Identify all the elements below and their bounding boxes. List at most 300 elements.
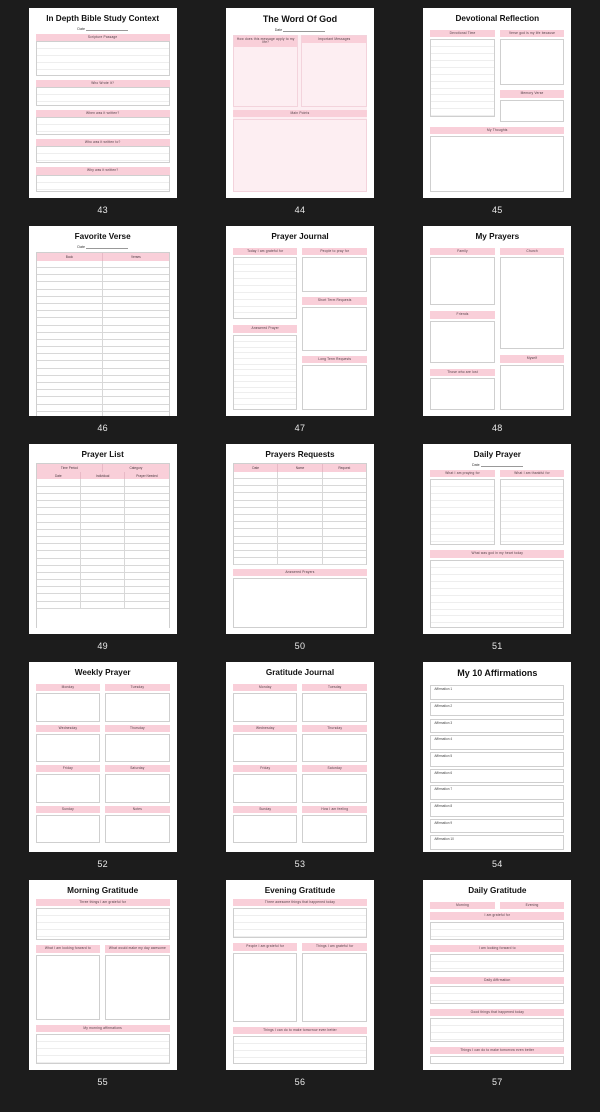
day-box[interactable] [233,815,298,843]
table-cell[interactable] [81,508,125,514]
memory-verse-box[interactable] [500,100,565,122]
writing-box[interactable] [36,908,170,940]
table-cell[interactable] [234,537,278,543]
table-row[interactable] [37,268,169,275]
table-row[interactable] [234,522,366,529]
table-row[interactable] [37,523,169,530]
gratitude-box-2[interactable] [430,954,564,972]
table-cell[interactable] [81,559,125,565]
top-row [430,30,564,121]
table-cell[interactable] [81,580,125,586]
table-row[interactable] [234,558,366,565]
affirmation-input[interactable] [431,791,563,799]
table-cell[interactable] [103,282,169,288]
affirmation-row[interactable] [430,719,564,734]
table-row[interactable] [234,537,366,544]
affirmation-row[interactable] [430,702,564,717]
table-cell[interactable] [37,551,81,557]
table-cell[interactable] [103,297,169,303]
day-box[interactable] [105,693,170,721]
myself-box[interactable] [500,365,565,410]
table-cell[interactable] [323,551,366,557]
table-row[interactable] [37,376,169,383]
affirmation-input[interactable] [431,741,563,749]
table-row[interactable] [37,580,169,587]
table-row[interactable] [37,487,169,494]
affirmation-label: Affirmation 3 [434,720,453,725]
writing-box[interactable] [36,175,170,192]
table-cell[interactable] [125,544,168,550]
table-cell[interactable] [103,268,169,274]
table-cell[interactable] [103,318,169,324]
table-cell[interactable] [125,537,168,543]
table-row[interactable] [37,494,169,501]
writing-box[interactable] [430,479,495,545]
table-cell[interactable] [323,529,366,535]
table-cell[interactable] [37,397,104,403]
day-row [36,684,170,721]
table-cell[interactable] [323,486,366,492]
table-cell[interactable] [125,559,168,565]
day-box[interactable] [302,815,367,843]
table-cell[interactable] [37,523,81,529]
table-cell[interactable] [103,405,169,411]
table-cell[interactable] [278,486,322,492]
table-cell[interactable] [81,587,125,593]
table-cell[interactable] [37,347,104,353]
table-row[interactable] [234,508,366,515]
table-row[interactable] [234,515,366,522]
people-box[interactable] [302,257,367,292]
table-cell[interactable] [234,544,278,550]
table-cell[interactable] [37,304,104,310]
table-cell[interactable] [278,544,322,550]
table-cell[interactable] [37,369,104,375]
section-bar: Long Term Requests [302,356,367,363]
gratitude-box-4[interactable] [430,1018,564,1042]
page-cell [10,8,195,226]
notes-box[interactable] [500,39,565,85]
day-cell [302,806,367,843]
left-col [430,248,495,410]
gratitude-box-5[interactable] [430,1056,564,1064]
table-cell[interactable] [103,347,169,353]
table-row[interactable] [37,405,169,412]
table-cell[interactable] [37,494,81,500]
day-box[interactable] [105,774,170,802]
affirmation-row[interactable] [430,735,564,750]
date-underline[interactable] [86,27,128,31]
table-cell[interactable] [37,261,104,267]
table-cell[interactable] [37,537,81,543]
affirmation-row[interactable] [430,802,564,817]
table-cell[interactable] [103,369,169,375]
table-row[interactable] [37,347,169,354]
table-cell[interactable] [323,493,366,499]
table-cell[interactable] [125,566,168,572]
table-cell[interactable] [323,501,366,507]
day-box[interactable] [302,693,367,721]
table-row[interactable] [37,530,169,537]
table-cell[interactable] [103,311,169,317]
answered-prayers-box[interactable] [233,578,367,628]
table-row[interactable] [37,479,169,486]
table-cell[interactable] [125,494,168,500]
table-row[interactable] [37,515,169,522]
table-row[interactable] [234,551,366,558]
writing-box[interactable] [36,117,170,134]
church-box[interactable] [500,257,565,349]
table-cell[interactable] [81,566,125,572]
table-cell[interactable] [278,493,322,499]
table-cell[interactable] [37,282,104,288]
table-cell[interactable] [323,472,366,478]
table-cell[interactable] [37,515,81,521]
table-row[interactable] [37,602,169,609]
table-cell[interactable] [37,479,81,485]
table-cell[interactable] [323,537,366,543]
affirmation-input[interactable] [431,825,563,833]
table-cell[interactable] [323,479,366,485]
table-cell[interactable] [103,354,169,360]
table-cell[interactable] [125,594,168,600]
table-cell[interactable] [37,297,104,303]
day-box[interactable] [105,815,170,843]
table-cell[interactable] [81,487,125,493]
table-cell[interactable] [37,376,104,382]
table-cell[interactable] [125,515,168,521]
table-cell[interactable] [234,486,278,492]
table-cell[interactable] [37,383,104,389]
affirmation-input[interactable] [431,708,563,716]
page-title: Devotional Reflection [455,14,540,23]
writing-box[interactable] [233,908,367,938]
table-cell[interactable] [125,580,168,586]
table-cell[interactable] [103,304,169,310]
day-box[interactable] [36,774,101,802]
table-cell[interactable] [323,558,366,564]
table-cell[interactable] [278,551,322,557]
table-cell[interactable] [125,501,168,507]
table-cell[interactable] [323,522,366,528]
day-box[interactable] [36,815,101,843]
table-row[interactable] [37,318,169,325]
day-box[interactable] [302,774,367,802]
table-row[interactable] [234,493,366,500]
day-box[interactable] [233,734,298,762]
affirmation-list [430,685,564,852]
table-row[interactable] [37,594,169,601]
table-row[interactable] [37,282,169,289]
table-row[interactable] [234,472,366,479]
table-cell[interactable] [37,487,81,493]
table-row[interactable] [234,544,366,551]
table-cell[interactable] [323,544,366,550]
affirmation-input[interactable] [431,758,563,766]
date-line [36,27,170,31]
page-cell [207,662,392,880]
table-row[interactable] [37,340,169,347]
table-cell[interactable] [37,333,104,339]
table-cell[interactable] [37,275,104,281]
page-number: 52 [97,859,108,869]
section-bar: Thursday [302,725,367,732]
table-cell[interactable] [234,479,278,485]
day-box[interactable] [302,734,367,762]
affirmation-input[interactable] [431,775,563,783]
things-box[interactable] [302,953,367,1022]
table-cell[interactable] [37,559,81,565]
day-box[interactable] [233,774,298,802]
table-cell[interactable] [125,530,168,536]
table-cell[interactable] [37,268,104,274]
table-cell[interactable] [37,311,104,317]
people-box[interactable] [233,953,298,1022]
table-cell[interactable] [234,551,278,557]
table-cell[interactable] [81,594,125,600]
affirmation-input[interactable] [431,691,563,699]
day-box[interactable] [36,734,101,762]
table-cell[interactable] [234,529,278,535]
writing-box[interactable] [36,146,170,163]
table-cell[interactable] [37,544,81,550]
body-row [430,248,564,410]
section-bar: Myself [500,355,565,362]
date-line [36,245,170,249]
date-underline[interactable] [283,28,325,32]
table-row[interactable] [37,297,169,304]
page-title: Prayer List [81,450,124,459]
table-cell[interactable] [234,558,278,564]
section-bar: Sunday [233,806,298,813]
table-row[interactable] [37,397,169,404]
table-row[interactable] [37,508,169,515]
long-term-box[interactable] [302,365,367,410]
table-row[interactable] [37,551,169,558]
table-row[interactable] [37,573,169,580]
table-cell[interactable] [81,515,125,521]
affirmation-row[interactable] [430,785,564,800]
column-2 [301,35,367,106]
table-cell[interactable] [37,340,104,346]
table-cell[interactable] [103,376,169,382]
affirmation-row[interactable] [430,835,564,850]
right-col [105,945,170,1019]
day-row [233,684,367,721]
heart-box[interactable] [430,560,564,628]
looking-forward-box[interactable] [36,955,101,1020]
table-cell[interactable] [81,551,125,557]
table-cell[interactable] [37,580,81,586]
writing-box[interactable] [430,39,495,117]
table-row[interactable] [37,290,169,297]
table-cell[interactable] [234,493,278,499]
table-row[interactable] [234,501,366,508]
table-cell[interactable] [278,522,322,528]
writing-box[interactable] [36,41,170,75]
table-cell[interactable] [37,390,104,396]
table-row[interactable] [37,587,169,594]
table-row[interactable] [37,390,169,397]
table-cell[interactable] [125,508,168,514]
table-cell[interactable] [81,501,125,507]
table-cell[interactable] [234,501,278,507]
section-bar: I am grateful for [430,912,564,919]
section-bar: How does this message apply to my life? [234,36,298,46]
affirmation-row[interactable] [430,685,564,700]
section-bar: Daily Affirmation [430,977,564,984]
table-cell[interactable] [37,405,104,411]
table-cell[interactable] [81,479,125,485]
table-row[interactable] [234,486,366,493]
table-cell[interactable] [278,472,322,478]
tomorrow-box[interactable] [233,1036,367,1064]
lost-box[interactable] [430,378,495,410]
table-cell[interactable] [125,573,168,579]
affirmation-input[interactable] [431,725,563,733]
affirmation-input[interactable] [431,808,563,816]
table-cell[interactable] [103,412,169,416]
table-cell[interactable] [81,530,125,536]
affirmation-input[interactable] [431,841,563,849]
table-cell[interactable] [125,587,168,593]
table-row[interactable] [37,261,169,268]
table-cell[interactable] [234,508,278,514]
table-cell[interactable] [37,318,104,324]
table-cell[interactable] [37,326,104,332]
table-cell[interactable] [37,587,81,593]
table-cell[interactable] [81,494,125,500]
table-cell[interactable] [37,508,81,514]
table-cell[interactable] [103,340,169,346]
table-row[interactable] [37,311,169,318]
table-cell[interactable] [278,508,322,514]
table-row[interactable] [37,275,169,282]
table-cell[interactable] [125,479,168,485]
table-row[interactable] [234,479,366,486]
table-cell[interactable] [278,501,322,507]
table-cell[interactable] [103,333,169,339]
gratitude-box-1[interactable] [430,922,564,940]
writing-box[interactable] [233,257,298,319]
affirmation-row[interactable] [430,769,564,784]
body-panel [233,35,367,192]
affirmation-label: Affirmation 9 [434,820,453,825]
table-cell[interactable] [37,594,81,600]
writing-box[interactable] [500,479,565,545]
table-row[interactable] [37,501,169,508]
table-cell[interactable] [234,472,278,478]
table-row[interactable] [234,529,366,536]
affirmation-row[interactable] [430,752,564,767]
main-points-box[interactable] [233,119,367,192]
table-cell[interactable] [81,523,125,529]
table-cell[interactable] [81,602,125,608]
section-bar: Thursday [105,725,170,732]
table-cell[interactable] [323,515,366,521]
table-cell[interactable] [278,515,322,521]
table-cell[interactable] [125,487,168,493]
table-cell[interactable] [37,566,81,572]
table-cell[interactable] [103,261,169,267]
table-cell[interactable] [103,326,169,332]
table-cell[interactable] [37,530,81,536]
friends-box[interactable] [430,321,495,363]
date-underline[interactable] [481,463,523,467]
table-row[interactable] [37,537,169,544]
table-row[interactable] [37,304,169,311]
table-cell[interactable] [103,361,169,367]
table-cell[interactable] [125,523,168,529]
table-cell[interactable] [37,501,81,507]
writing-box[interactable] [36,87,170,106]
day-box[interactable] [105,734,170,762]
date-underline[interactable] [86,245,128,249]
table-cell[interactable] [37,361,104,367]
family-box[interactable] [430,257,495,305]
table-cell[interactable] [37,354,104,360]
table-cell[interactable] [81,573,125,579]
table-row[interactable] [37,354,169,361]
gratitude-box-3[interactable] [430,986,564,1004]
day-box[interactable] [233,693,298,721]
section-bar: Good things that happened today [430,1009,564,1016]
table-cell[interactable] [37,290,104,296]
table-cell[interactable] [81,537,125,543]
table-cell[interactable] [37,412,104,416]
table-cell[interactable] [278,537,322,543]
table-cell[interactable] [278,558,322,564]
table-row[interactable] [37,326,169,333]
table-row[interactable] [37,361,169,368]
table-row[interactable] [37,566,169,573]
day-box[interactable] [36,693,101,721]
affirmation-row[interactable] [430,819,564,834]
table-cell[interactable] [234,515,278,521]
table-cell[interactable] [103,383,169,389]
table-cell[interactable] [278,479,322,485]
page-affirmations [423,662,571,852]
table-cell[interactable] [278,529,322,535]
table-cell[interactable] [103,397,169,403]
date-label: Date [77,27,86,32]
short-term-box[interactable] [302,307,367,351]
section-bar: Tuesday [302,684,367,691]
table-cell[interactable] [37,602,81,608]
table-cell[interactable] [103,290,169,296]
table-cell[interactable] [125,602,168,608]
table-cell[interactable] [37,573,81,579]
table-cell[interactable] [103,390,169,396]
table-cell[interactable] [125,551,168,557]
my-thoughts-box[interactable] [430,136,564,192]
awesome-day-box[interactable] [105,955,170,1020]
table-cell[interactable] [103,275,169,281]
table-cell[interactable] [81,544,125,550]
page-title: Evening Gratitude [264,886,336,895]
table-cell[interactable] [323,508,366,514]
table-cell[interactable] [234,522,278,528]
table-row[interactable] [37,559,169,566]
day-cell [36,806,101,843]
table-row[interactable] [37,369,169,376]
affirmations-box[interactable] [36,1034,170,1064]
answered-prayer-box[interactable] [233,335,298,410]
evening-col [500,902,565,909]
table-row[interactable] [37,333,169,340]
table-row[interactable] [37,544,169,551]
table-row[interactable] [37,383,169,390]
